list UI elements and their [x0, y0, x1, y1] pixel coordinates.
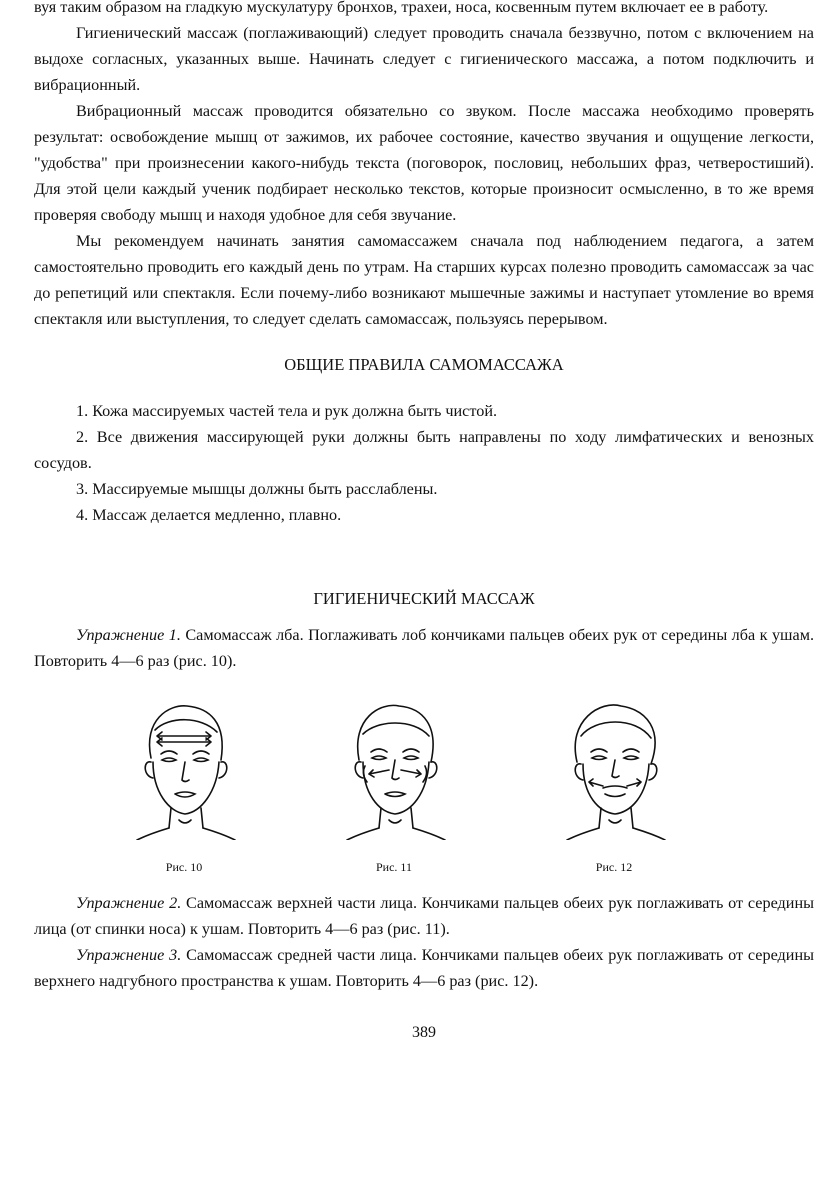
- book-page: [34, 0, 814, 1046]
- figure-10: [124, 700, 244, 874]
- exercise-2: [34, 890, 814, 942]
- rule-item: 4. Массаж делается медленно, плавно.: [76, 506, 342, 524]
- paragraph-recommendation: Мы рекомендуем начинать занятия самомассажем сначала под наблюдением педагога, а затем самостоятельно проводить его каждый день по утрам. На старших курсах полезно проводить самомассаж за час до репетиций или спектакля. Если почему-либо возникают мышечные зажимы и наступает утомление во время спектакля или выступления, то следует сделать самомассаж, пользуясь перерывом.: [34, 232, 814, 328]
- section-heading-hygienic-massage: ГИГИЕНИЧЕСКИЙ МАССАЖ: [313, 589, 535, 608]
- figures-row: [34, 700, 814, 890]
- exercise-2-label: Упражнение 2.: [76, 894, 182, 912]
- paragraph-vibration-massage: Вибрационный массаж проводится обязательно со звуком. После массажа необходимо проверять результат: освобождение мышц от зажимов, их рабочее состояние, качество звучания и ощущение легкости, "удобства" при произнесении какого-нибудь текста (поговорок, пословиц, небольших фраз, четверостиший). Для этой цели каждый ученик подбирает несколько текстов, которые произносит осмысленно, в то же время проверяя свободу мышц и находя удобное для себя звучание.: [34, 102, 814, 224]
- figure-12-caption: Рис. 12: [595, 860, 633, 874]
- exercise-1-label: Упражнение 1.: [76, 626, 181, 644]
- face-forehead-massage-illustration: [129, 700, 239, 840]
- exercise-2-text: Самомассаж верхней части лица. Кончиками пальцев обеих рук поглаживать от середины лица (от спинки носа) к ушам. Повторить 4—6 раз (рис. 11).: [34, 894, 814, 938]
- paragraph-continuation: вуя таким образом на гладкую мускулатуру бронхов, трахеи, носа, косвенным путем включает ее в работу.: [34, 0, 769, 16]
- figure-12: [554, 700, 674, 874]
- face-upper-face-massage-illustration: [339, 700, 449, 840]
- exercise-3: [34, 942, 814, 994]
- figure-11-caption: Рис. 11: [376, 860, 412, 874]
- page-number: 389: [412, 1024, 436, 1041]
- exercise-1: [34, 622, 814, 674]
- exercise-3-label: Упражнение 3.: [76, 946, 182, 964]
- face-middle-face-massage-illustration: [559, 700, 669, 840]
- rule-item: 1. Кожа массируемых частей тела и рук должна быть чистой.: [76, 402, 498, 420]
- rule-item: 3. Массируемые мышцы должны быть расслаблены.: [76, 480, 438, 498]
- paragraph-hygienic-massage: Гигиенический массаж (поглаживающий) следует проводить сначала беззвучно, потом с включением на выдохе согласных, указанных выше. Начинать следует с гигиенического массажа, а потом подключить и вибрационный.: [34, 24, 814, 94]
- exercise-3-text: Самомассаж средней части лица. Кончиками пальцев обеих рук поглаживать от середины верхнего надгубного пространства к ушам. Повторить 4—6 раз (рис. 12).: [34, 946, 814, 990]
- exercise-1-text: Самомассаж лба. Поглаживать лоб кончиками пальцев обеих рук от середины лба к ушам. Повторить 4—6 раз (рис. 10).: [34, 626, 814, 670]
- section-heading-general-rules: ОБЩИЕ ПРАВИЛА САМОМАССАЖА: [284, 355, 564, 374]
- rule-item: 2. Все движения массирующей руки должны быть направлены по ходу лимфатических и венозных сосудов.: [34, 428, 814, 472]
- figure-10-caption: Рис. 10: [165, 860, 203, 874]
- figure-11: [334, 700, 454, 874]
